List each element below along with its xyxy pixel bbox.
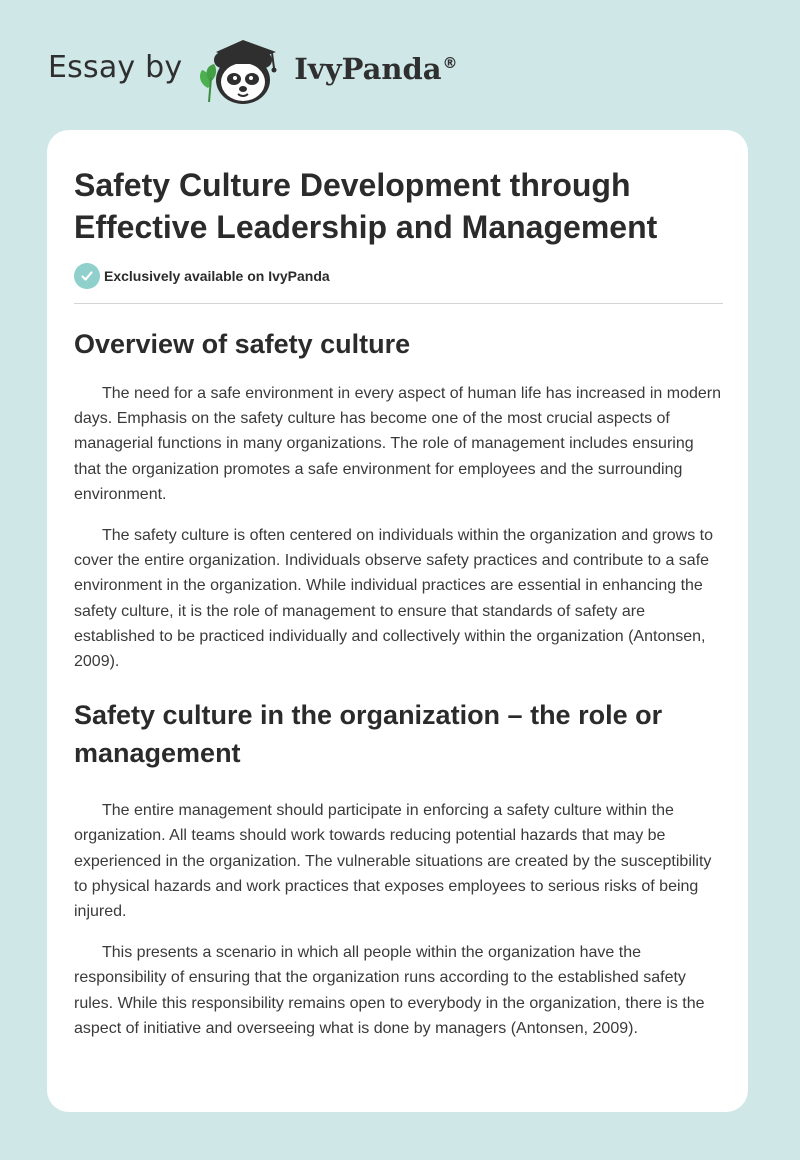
panda-graduate-logo-icon[interactable] — [196, 30, 292, 110]
site-header — [48, 30, 458, 110]
paragraph: The need for a safe environment in every aspect of human life has increased in modern days. Emphasis on the safety culture has become one of the most crucial aspects of managerial functions in many organizations. The role of management includes ensuring that the organization promotes a safe environment for employees and the surrounding environment. — [74, 385, 722, 503]
section-heading: Overview of safety culture — [74, 329, 411, 359]
brand-name[interactable] — [294, 52, 457, 86]
paragraph: The safety culture is often centered on individuals within the organization and grows to cover the entire organization. Individuals observe safety practices and contribute to a safe environment in the organization. While individual practices are essential in enhancing the safety culture, it is the role of management to ensure that standards of safety are established to be practiced individually and collectively within the organization (Antonsen, 2009). — [74, 527, 714, 671]
paragraph: The entire management should participate in enforcing a safety culture within the organization. All teams should work towards reducing potential hazards that may be experienced in the organization. The vulnerable situations are created by the susceptibility to physical hazards and work practices that exposes employees to serious risks of being injured. — [74, 802, 712, 921]
brand-text: IvyPanda — [294, 52, 442, 86]
ivy-leaf-icon — [200, 64, 216, 102]
essay-card — [47, 130, 748, 1112]
paragraph: This presents a scenario in which all people within the organization have the responsibility of ensuring that the organization runs according to the established safety rules. While this responsibility remains open to everybody in the organization, there is the aspect of initiative and overseeing what is done by managers (Antonsen, 2009). — [74, 944, 705, 1037]
essay-body — [74, 325, 724, 1057]
exclusive-badge — [74, 263, 330, 289]
essay-by-label: Essay by — [48, 49, 183, 85]
registered-mark: ® — [442, 54, 458, 73]
check-circle-icon — [74, 263, 100, 289]
exclusive-label: Exclusively available on IvyPanda — [104, 268, 330, 284]
essay-title: Safety Culture Development through Effective Leadership and Management — [74, 167, 658, 245]
section-heading: Safety culture in the organization – the role or management — [74, 700, 663, 769]
title-divider — [74, 303, 723, 304]
